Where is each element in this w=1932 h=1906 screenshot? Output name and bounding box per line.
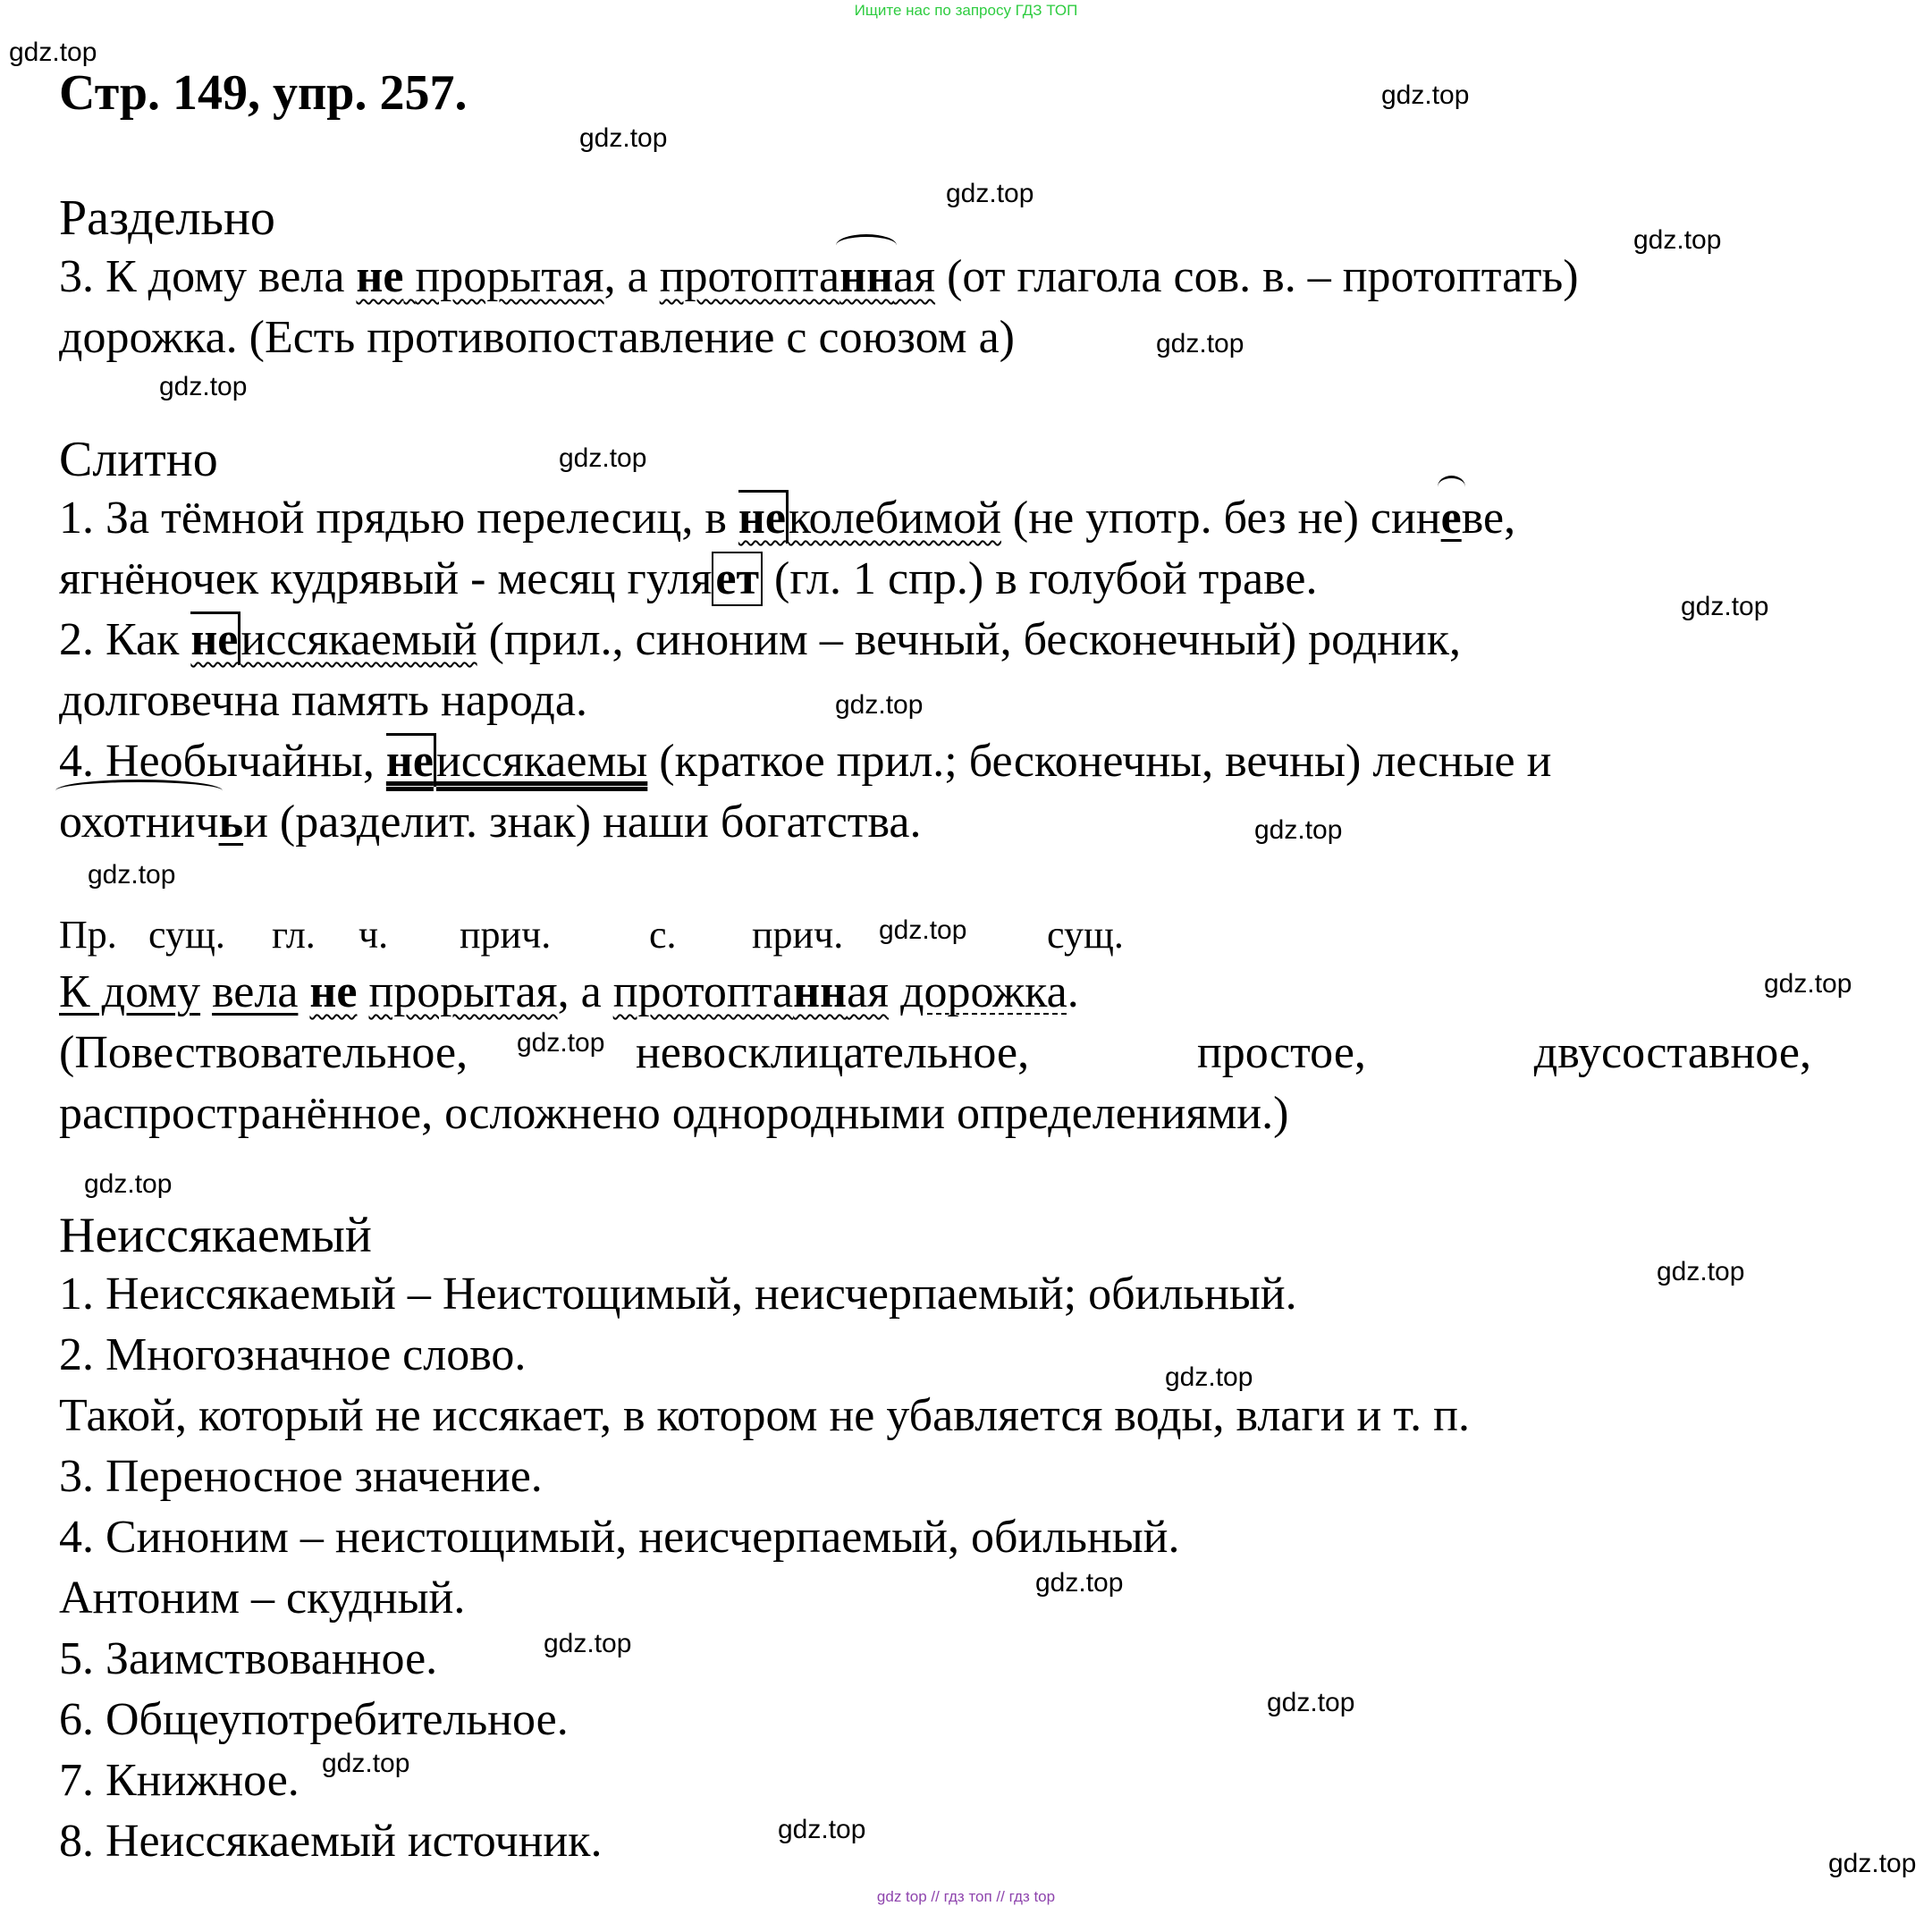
analysis-line: 3. Переносное значение. <box>59 1451 543 1502</box>
analysis-line: 8. Неиссякаемый источник. <box>59 1816 603 1867</box>
label: Пр. <box>59 913 117 957</box>
label: прич. <box>460 913 552 957</box>
analysis-line: 6. Общеупотребительное. <box>59 1694 569 1745</box>
watermark: gdz.top <box>1764 969 1852 999</box>
label: ч. <box>359 913 389 957</box>
watermark: gdz.top <box>1657 1257 1745 1286</box>
watermark: gdz.top <box>88 860 176 890</box>
suffix-arc: охотнич <box>59 792 219 853</box>
watermark: gdz.top <box>835 690 924 720</box>
section2-sentences: 1. За тёмной прядью перелесиц, в неколебимой (не употр. без не) синеве, ягнёночек кудрявый - месяц гуляет (гл. 1 спр.) в голубой траве. 2. Как неиссякаемый (прил., синоним – вечный, бесконечный) родник, долговечна память народа. 4. Необычайны, неиссякаемы (краткое прил.; бесконечны, вечны) лесные и охотничьи (разделит. знак) наши богатства. <box>59 488 1811 853</box>
watermark: gdz.top <box>778 1815 866 1844</box>
watermark: gdz.top <box>879 915 967 945</box>
watermark: gdz.top <box>1633 225 1722 255</box>
analysis-line: 2. Многозначное слово. <box>59 1329 527 1380</box>
analysis-line: 5. Заимствованное. <box>59 1633 438 1684</box>
analysis-line: Такой, который не иссякает, в котором не убавляется воды, влаги и т. п. <box>59 1390 1471 1441</box>
section1-sentence: 3. К дому вела не прорытая, а протоптанная (от глагола сов. в. – протоптать) дорожка. (Есть противопоставление с союзом а) <box>59 247 1811 368</box>
analysis-line: 1. Неиссякаемый – Неистощимый, неисчерпаемый; обильный. <box>59 1269 1297 1320</box>
parsed-sentence: К дому вела не прорытая, а протоптанная дорожка. <box>59 966 1079 1017</box>
ending-box: ет <box>712 552 763 606</box>
watermark: gdz.top <box>159 372 248 401</box>
analysis-line: 4. Синоним – неистощимый, неисчерпаемый, обильный. <box>59 1512 1180 1563</box>
watermark: gdz.top <box>1681 592 1769 621</box>
watermark: gdz.top <box>946 179 1034 208</box>
bottom-banner: gdz top // гдз топ // гдз top <box>876 1888 1056 1905</box>
prefix-mark: не <box>738 490 789 544</box>
watermark: gdz.top <box>544 1629 632 1658</box>
watermark: gdz.top <box>1165 1362 1253 1392</box>
section-heading-joined: Слитно <box>59 432 218 487</box>
watermark: gdz.top <box>1381 80 1470 110</box>
top-banner: Ищите нас по запросу ГДЗ ТОП <box>854 2 1078 19</box>
label: с. <box>649 913 677 957</box>
sentence-characteristics: (Повествовательное, невосклицательное, простое, двусоставное, <box>59 1027 1811 1078</box>
suffix-arc: нн <box>839 247 893 308</box>
analysis-line: Антоним – скудный. <box>59 1573 466 1623</box>
root-arc: е <box>1441 488 1462 549</box>
label: прич. <box>752 913 844 957</box>
watermark: gdz.top <box>1035 1568 1124 1598</box>
analysis-line: 7. Книжное. <box>59 1755 300 1806</box>
watermark: gdz.top <box>9 38 97 67</box>
watermark: gdz.top <box>1828 1849 1917 1878</box>
prefix-mark: не <box>386 733 436 787</box>
label: сущ. <box>148 913 225 957</box>
watermark: gdz.top <box>84 1169 173 1199</box>
parse-labels <box>59 912 1311 966</box>
word-analysis-heading: Неиссякаемый <box>59 1208 372 1263</box>
prefix-mark: не <box>190 611 240 665</box>
watermark: gdz.top <box>322 1749 410 1778</box>
watermark: gdz.top <box>1156 329 1244 358</box>
sentence-characteristics-2: распространённое, осложнено однородными определениями.) <box>59 1088 1289 1139</box>
watermark: gdz.top <box>517 1028 605 1058</box>
section-heading-separate: Раздельно <box>59 190 275 246</box>
label: гл. <box>272 913 316 957</box>
page-title: Стр. 149, упр. 257. <box>59 65 468 121</box>
watermark: gdz.top <box>1267 1688 1355 1717</box>
watermark: gdz.top <box>1254 815 1343 845</box>
watermark: gdz.top <box>559 443 647 473</box>
label: сущ. <box>1047 913 1124 957</box>
watermark: gdz.top <box>579 123 668 153</box>
